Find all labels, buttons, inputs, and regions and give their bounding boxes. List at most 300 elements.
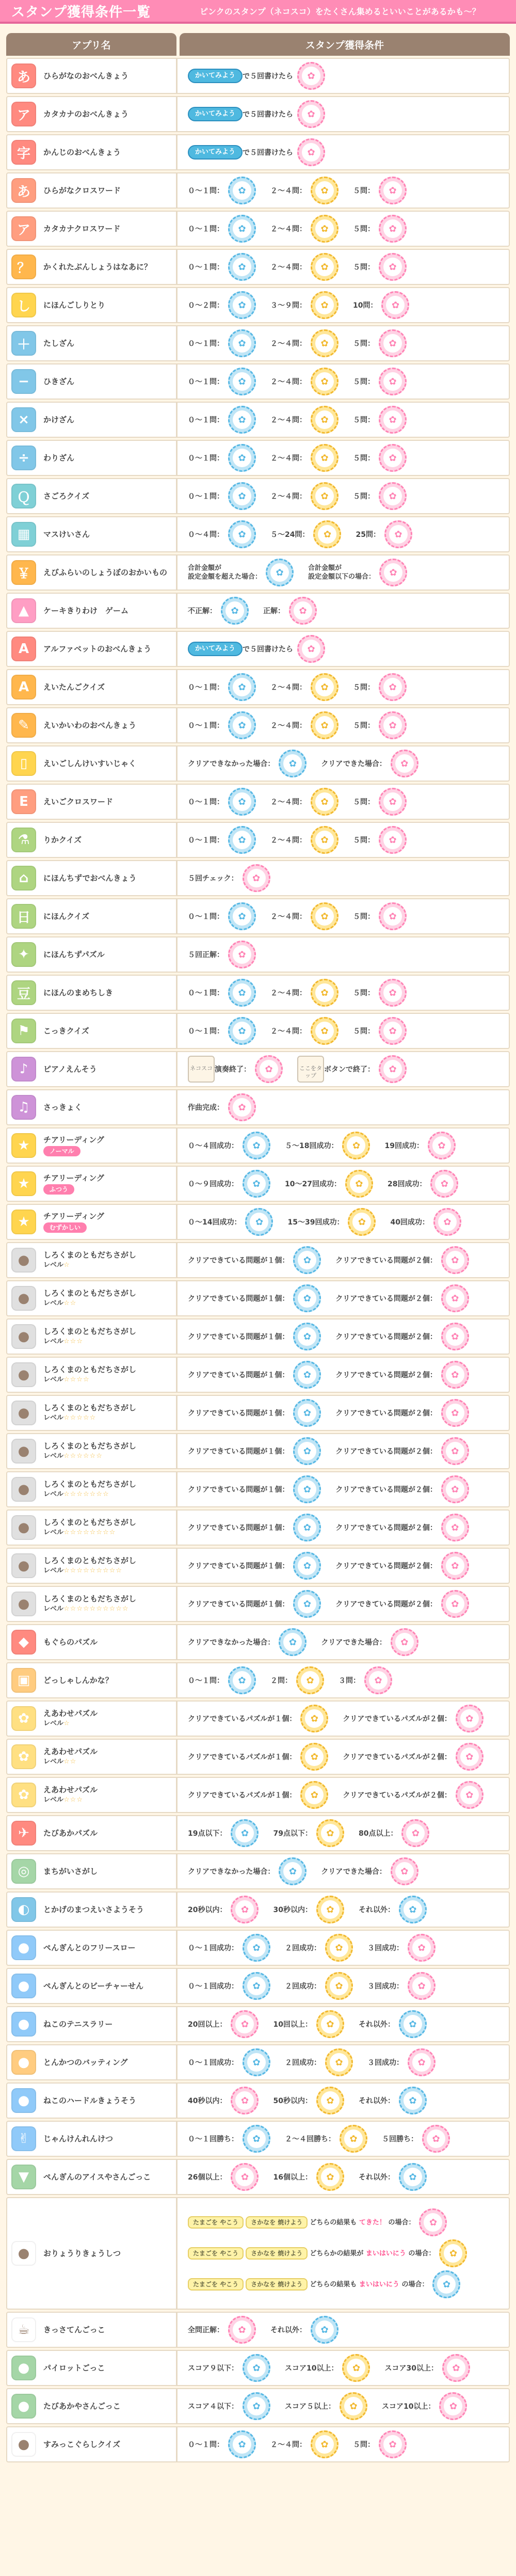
condition-cell	[181, 1931, 509, 1965]
app-name-cell	[7, 1587, 178, 1621]
condition-segment	[273, 1819, 344, 1847]
condition-text: ５問：	[353, 836, 375, 845]
app-name-label: にほんクイズ	[43, 912, 90, 921]
cheer-icon: ★	[11, 1133, 36, 1158]
word-quiz-icon: A	[11, 675, 36, 699]
table-row	[6, 822, 510, 858]
paw-icon: ✿	[235, 2168, 254, 2186]
condition-text: ２問：	[270, 1677, 292, 1685]
condition-text: 26個以上：	[188, 2173, 227, 2182]
paw-icon: ✿	[383, 1022, 402, 1040]
level-text: レベル	[43, 1376, 64, 1384]
stamp-blue-icon	[228, 711, 256, 739]
app-name	[43, 1102, 82, 1112]
table-row	[6, 784, 510, 820]
app-name-label: かくれたぶんしょうはなあに？	[43, 262, 152, 272]
polar-bear-icon: ●	[11, 1439, 36, 1464]
science-icon: ⚗	[11, 828, 36, 852]
table-row	[6, 1357, 510, 1393]
condition-segment	[188, 520, 256, 548]
stamp-blue-icon	[311, 2316, 338, 2344]
condition-cell	[181, 1510, 509, 1545]
stamp-pink-icon	[401, 1819, 429, 1847]
shop-icon: ●	[11, 2394, 36, 2419]
stamp-pink-icon	[255, 1055, 283, 1083]
condition-text: ０〜１回成功：	[188, 1944, 238, 1952]
paw-icon: ✿	[315, 258, 334, 276]
condition-text: クリアできているパズルが２個：	[343, 1715, 452, 1723]
condition-text: ５問：	[353, 989, 375, 997]
condition-segment	[188, 1628, 307, 1656]
stamp-pink-icon	[441, 1246, 469, 1274]
stamp-pink-icon	[379, 559, 407, 586]
write-mode-pill: かいてみよう	[188, 69, 243, 83]
condition-text: で５回書けたら	[243, 110, 294, 119]
app-name-cell	[7, 937, 178, 972]
condition-cell	[181, 746, 509, 781]
table-row	[6, 936, 510, 973]
condition-segment	[335, 1437, 469, 1465]
paw-icon: ✿	[404, 2091, 422, 2110]
level-stars: ☆☆	[63, 1758, 77, 1766]
condition-text: 15〜39回成功：	[287, 1218, 344, 1227]
table-row	[6, 2312, 510, 2348]
table-row	[6, 440, 510, 476]
condition-segment	[188, 788, 256, 816]
app-name-cell	[7, 441, 178, 475]
app-name-label: ひきざん	[43, 377, 75, 386]
condition-text: 28回成功：	[387, 1180, 427, 1188]
cooking-condition-line	[181, 2270, 460, 2298]
condition-segment	[270, 979, 338, 1007]
condition-text: クリアできた場合：	[321, 760, 386, 768]
stamp-pink-icon	[228, 941, 256, 968]
condition-text: ０〜１問：	[188, 1677, 224, 1685]
app-name	[43, 1250, 136, 1270]
cooking-card: さかなを 焼けよう	[246, 2278, 308, 2291]
table-row	[6, 1433, 510, 1469]
trivia-icon: 豆	[11, 980, 36, 1005]
cooking-condition-line	[181, 2239, 467, 2267]
table-row	[6, 2121, 510, 2157]
table-row	[6, 211, 510, 247]
condition-cell	[181, 1816, 509, 1850]
condition-text: ５問：	[353, 416, 375, 424]
app-name	[43, 911, 89, 921]
grid-calc-icon: ▦	[11, 522, 36, 547]
paw-icon: ✿	[344, 2129, 363, 2148]
condition-segment	[188, 1093, 256, 1121]
condition-cell	[181, 1625, 509, 1659]
stamp-yellow-icon	[348, 1208, 376, 1236]
app-name	[43, 2363, 105, 2373]
stamp-pink-icon	[441, 1552, 469, 1580]
app-name	[43, 262, 152, 272]
paw-icon: ✿	[233, 2320, 251, 2339]
condition-text: ０〜１問：	[188, 225, 224, 233]
app-name-cell	[7, 555, 178, 590]
polar-bear-icon: ●	[11, 1401, 36, 1425]
condition-text: ０〜１問：	[188, 798, 224, 806]
condition-segment	[270, 2316, 338, 2344]
app-name	[43, 1026, 89, 1036]
condition-cell	[181, 1319, 509, 1354]
condition-cell	[181, 2351, 509, 2385]
cooking-icon: ●	[11, 2241, 36, 2266]
stamp-pink-icon	[231, 2010, 259, 2038]
app-name	[43, 1828, 98, 1838]
paw-icon: ✿	[315, 2435, 334, 2454]
paw-icon: ✿	[318, 525, 336, 544]
stamp-pink-icon	[231, 2163, 259, 2191]
paw-icon: ✿	[315, 907, 334, 926]
paw-icon: ✿	[330, 1938, 348, 1957]
app-name-label: ひらがなクロスワード	[43, 186, 121, 195]
condition-segment	[270, 711, 338, 739]
condition-text: ５問：	[353, 2441, 375, 2449]
app-name-label: チアリーディング	[43, 1212, 104, 1221]
app-name-label: しろくまのともだちさがし	[43, 1518, 137, 1527]
condition-text: クリアできている問題が１個：	[188, 1448, 289, 1456]
stamp-pink-icon	[441, 1475, 469, 1503]
app-name-label: もぐらのパズル	[43, 1637, 98, 1647]
app-name	[43, 2057, 128, 2068]
paw-icon: ✿	[321, 2091, 340, 2110]
condition-text: ５問：	[353, 683, 375, 692]
condition-text: ３〜９問：	[270, 301, 307, 310]
app-name-cell	[7, 708, 178, 742]
condition-text: クリアできているパズルが１個：	[188, 1753, 297, 1761]
result-highlight: まいはいにう	[359, 2280, 399, 2288]
stamp-yellow-icon	[311, 711, 338, 739]
stamp-pink-icon	[379, 482, 407, 510]
app-name-cell	[7, 1625, 178, 1659]
level-text: レベル	[43, 1529, 64, 1536]
condition-text: ０〜１問：	[188, 263, 224, 272]
condition-text: 19点以下：	[188, 1830, 227, 1838]
app-name	[43, 453, 74, 463]
condition-text: クリアできている問題が２個：	[335, 1295, 437, 1303]
table-row	[6, 287, 510, 323]
stamp-blue-icon	[228, 368, 256, 395]
paw-icon: ✿	[412, 2053, 431, 2072]
paw-icon: ✿	[233, 678, 251, 696]
stamp-blue-icon	[228, 215, 256, 243]
condition-cell	[181, 1549, 509, 1583]
condition-text: ０〜１問：	[188, 836, 224, 845]
level-text: レベル	[43, 1452, 64, 1460]
cooking-card: たまごを やこう	[188, 2247, 244, 2260]
stamp-pink-icon	[384, 520, 412, 548]
stamp-blue-icon	[279, 1857, 307, 1885]
app-name	[43, 2401, 121, 2411]
condition-text: ２〜４問：	[270, 683, 307, 692]
app-name-cell	[7, 1090, 178, 1124]
condition-segment	[188, 635, 325, 663]
condition-cell	[181, 1281, 509, 1315]
stamp-yellow-icon	[311, 253, 338, 281]
app-name	[43, 1637, 98, 1647]
stamp-blue-icon	[293, 1246, 321, 1274]
condition-segment	[188, 1514, 321, 1541]
condition-segment	[353, 482, 407, 510]
condition-segment	[188, 62, 325, 90]
stamp-pink-icon	[379, 1017, 407, 1045]
stamp-pink-icon	[379, 1055, 407, 1083]
paw-icon: ✿	[315, 410, 334, 429]
paw-icon: ✿	[233, 181, 251, 200]
condition-text: それ以外：	[270, 2326, 307, 2334]
app-name-cell	[7, 1854, 178, 1888]
level-label	[43, 1757, 98, 1767]
stamp-pink-icon	[297, 100, 325, 128]
condition-text: 40秒以内：	[188, 2097, 227, 2105]
paw-icon: ✿	[446, 1327, 464, 1346]
paw-icon: ✿	[233, 716, 251, 735]
app-name-label: チアリーディング	[43, 1135, 104, 1144]
paw-icon: ✿	[383, 487, 402, 505]
stamp-blue-icon	[221, 597, 249, 625]
stamp-blue-icon	[228, 979, 256, 1007]
app-name-cell	[7, 1893, 178, 1927]
app-name-cell	[7, 2198, 178, 2309]
stamp-yellow-icon	[311, 979, 338, 1007]
condition-segment	[270, 2430, 338, 2458]
condition-segment	[188, 1361, 321, 1389]
app-name-cell	[7, 2313, 178, 2347]
condition-text: ５問：	[353, 798, 375, 806]
stamp-blue-icon	[243, 1972, 270, 2000]
condition-cell	[181, 1587, 509, 1621]
paw-icon: ✿	[233, 831, 251, 849]
condition-text: クリアできている問題が２個：	[335, 1448, 437, 1456]
app-name	[43, 1441, 136, 1461]
condition-text: 19回成功：	[384, 1142, 424, 1150]
stamp-blue-icon	[228, 520, 256, 548]
table-row	[6, 249, 510, 285]
stamp-yellow-icon	[342, 1132, 370, 1159]
stamp-yellow-icon	[311, 482, 338, 510]
stamp-pink-icon	[419, 2208, 447, 2236]
condition-segment	[285, 2048, 353, 2076]
app-name-label: えあわせパズル	[43, 1709, 98, 1718]
condition-segment	[285, 2354, 370, 2382]
condition-text: クリアできなかった場合：	[188, 760, 275, 768]
table-row	[6, 325, 510, 361]
table-row	[6, 1700, 510, 1737]
paw-icon: ✿	[233, 983, 251, 1002]
paw-icon: ✿	[386, 296, 405, 314]
paw-icon: ✿	[235, 1900, 254, 1919]
memory-card-icon: ▯	[11, 751, 36, 776]
paw-icon: ✿	[383, 219, 402, 238]
table-row	[6, 1586, 510, 1622]
stamp-yellow-icon	[311, 444, 338, 472]
stamp-pink-icon	[297, 635, 325, 663]
app-name	[43, 1288, 136, 1309]
app-name-label: すみっこぐらしクイズ	[43, 2440, 121, 2449]
condition-text: ２回成功：	[285, 1982, 321, 1991]
condition-cell	[181, 2313, 509, 2347]
app-name-cell	[7, 517, 178, 551]
paw-icon: ✿	[235, 1824, 254, 1842]
stamp-pink-icon	[379, 788, 407, 816]
batting-icon: ●	[11, 2050, 36, 2075]
app-name-label: パイロットごっこ	[43, 2363, 105, 2373]
paw-icon: ✿	[233, 258, 251, 276]
table-row	[6, 1051, 510, 1087]
level-text: レベル	[43, 1490, 64, 1498]
stamp-pink-icon	[408, 1972, 436, 2000]
paw-icon: ✿	[247, 2397, 266, 2415]
polar-bear-icon: ●	[11, 1592, 36, 1616]
stamp-pink-icon	[379, 2430, 407, 2458]
condition-cell	[181, 937, 509, 972]
stamp-yellow-icon	[300, 1781, 328, 1809]
condition-text: ２〜４問：	[270, 913, 307, 921]
app-name	[43, 529, 90, 539]
condition-text: ２〜４問：	[270, 1027, 307, 1036]
table-row	[6, 402, 510, 438]
app-name-label: しろくまのともだちさがし	[43, 1403, 137, 1412]
condition-text: 20回以上：	[188, 2021, 227, 2029]
condition-text: ０〜１問：	[188, 722, 224, 730]
condition-segment	[367, 1972, 436, 2000]
condition-cell	[181, 2198, 509, 2309]
table-row	[6, 631, 510, 667]
paw-icon: ✿	[247, 2053, 266, 2072]
app-name-label: しろくまのともだちさがし	[43, 1289, 137, 1298]
stamp-blue-icon	[243, 1934, 270, 1962]
column-header	[6, 33, 510, 56]
paw-icon: ✿	[447, 2359, 465, 2377]
paw-icon: ✿	[395, 754, 414, 773]
app-name	[43, 606, 128, 616]
condition-segment	[270, 444, 338, 472]
stamp-pink-icon	[441, 1437, 469, 1465]
paw-icon: ✿	[412, 1977, 431, 1995]
paw-icon: ✿	[383, 258, 402, 276]
paw-icon: ✿	[233, 449, 251, 467]
polar-bear-icon: ●	[11, 1477, 36, 1502]
condition-text: 不正解：	[188, 607, 217, 615]
condition-cell	[181, 823, 509, 857]
app-name-label: たびあかやさんごっこ	[43, 2402, 121, 2411]
quiz-icon: Ｑ	[11, 484, 36, 508]
stamp-blue-icon	[243, 1170, 270, 1198]
kanji-icon: 字	[11, 140, 36, 165]
condition-text: ２〜４問：	[270, 722, 307, 730]
paw-icon: ✿	[395, 1633, 414, 1651]
paw-icon: ✿	[460, 1786, 479, 1804]
stamp-blue-icon	[432, 2270, 460, 2298]
table-row	[6, 1013, 510, 1049]
stamp-pink-icon	[379, 711, 407, 739]
level-stars: ☆☆☆☆☆	[63, 1414, 96, 1422]
app-name-label: きっさてんごっこ	[43, 2325, 105, 2334]
app-name-cell	[7, 364, 178, 399]
app-name-cell	[7, 2007, 178, 2041]
paw-icon: ✿	[383, 831, 402, 849]
app-name-label: かんじのおべんきょう	[43, 148, 121, 157]
condition-segment	[270, 902, 338, 930]
table-row	[6, 1624, 510, 1660]
paw-icon: ✿	[233, 1098, 251, 1117]
condition-segment	[188, 138, 325, 166]
paw-icon: ✿	[233, 525, 251, 544]
paw-icon: ✿	[315, 372, 334, 391]
paw-icon: ✿	[302, 143, 320, 162]
app-name-cell	[7, 2160, 178, 2194]
header-bar	[0, 0, 516, 24]
stamp-pink-icon	[231, 2087, 259, 2114]
app-name-label: にほんちずでおべんきょう	[43, 873, 137, 883]
condition-segment	[335, 1514, 469, 1541]
level-label	[43, 1375, 136, 1385]
paw-icon: ✿	[432, 1136, 451, 1155]
stamp-yellow-icon	[311, 2430, 338, 2458]
stamp-pink-icon	[442, 2354, 470, 2382]
app-name-label: えいごしんけいすいじゃく	[43, 759, 137, 768]
paw-icon: ✿	[235, 2015, 254, 2033]
table-row	[6, 554, 510, 591]
ice-cream-icon: ▼	[11, 2165, 36, 2189]
condition-segment	[188, 979, 256, 1007]
condition-segment	[353, 215, 407, 243]
condition-segment	[270, 1017, 338, 1045]
app-name	[43, 415, 74, 425]
app-name-label: しろくまのともだちさがし	[43, 1327, 137, 1336]
app-name	[43, 2325, 105, 2335]
stamp-blue-icon	[228, 444, 256, 472]
table-row	[6, 1739, 510, 1775]
condition-text: それ以外：	[358, 2021, 395, 2029]
app-name	[43, 1675, 113, 1685]
condition-segment	[335, 1552, 469, 1580]
paw-icon: ✿	[446, 1442, 464, 1460]
katakana-icon: ア	[11, 102, 36, 126]
condition-cell	[181, 479, 509, 513]
stamp-pink-icon	[297, 62, 325, 90]
app-name-cell	[7, 173, 178, 208]
condition-segment	[270, 291, 338, 319]
condition-segment	[356, 520, 412, 548]
condition-cell	[181, 2045, 509, 2079]
paw-icon: ✿	[330, 1977, 348, 1995]
paw-icon: ✿	[247, 1174, 266, 1193]
condition-text: クリアできている問題が２個：	[335, 1486, 437, 1494]
table-row	[6, 1548, 510, 1584]
stamp-blue-icon	[228, 406, 256, 434]
condition-segment	[353, 406, 407, 434]
result-highlight: まいはいにう	[365, 2249, 406, 2257]
stamp-pink-icon	[441, 1284, 469, 1312]
condition-text: クリアできているパズルが２個：	[343, 1753, 452, 1761]
stamp-pink-icon	[408, 1934, 436, 1962]
condition-text: 10〜27回成功：	[285, 1180, 341, 1188]
app-name	[43, 873, 136, 883]
condition-segment	[188, 1972, 270, 2000]
paw-icon: ✿	[233, 410, 251, 429]
app-name-cell	[7, 1205, 178, 1239]
condition-segment	[188, 750, 307, 777]
app-name-label: えびふらいのしょうぼのおかいもの	[43, 568, 168, 577]
paw-icon: ✿	[438, 1213, 457, 1231]
condition-segment	[188, 1743, 328, 1771]
condition-segment	[382, 2392, 467, 2420]
condition-segment	[188, 711, 256, 739]
app-name	[43, 1708, 98, 1729]
